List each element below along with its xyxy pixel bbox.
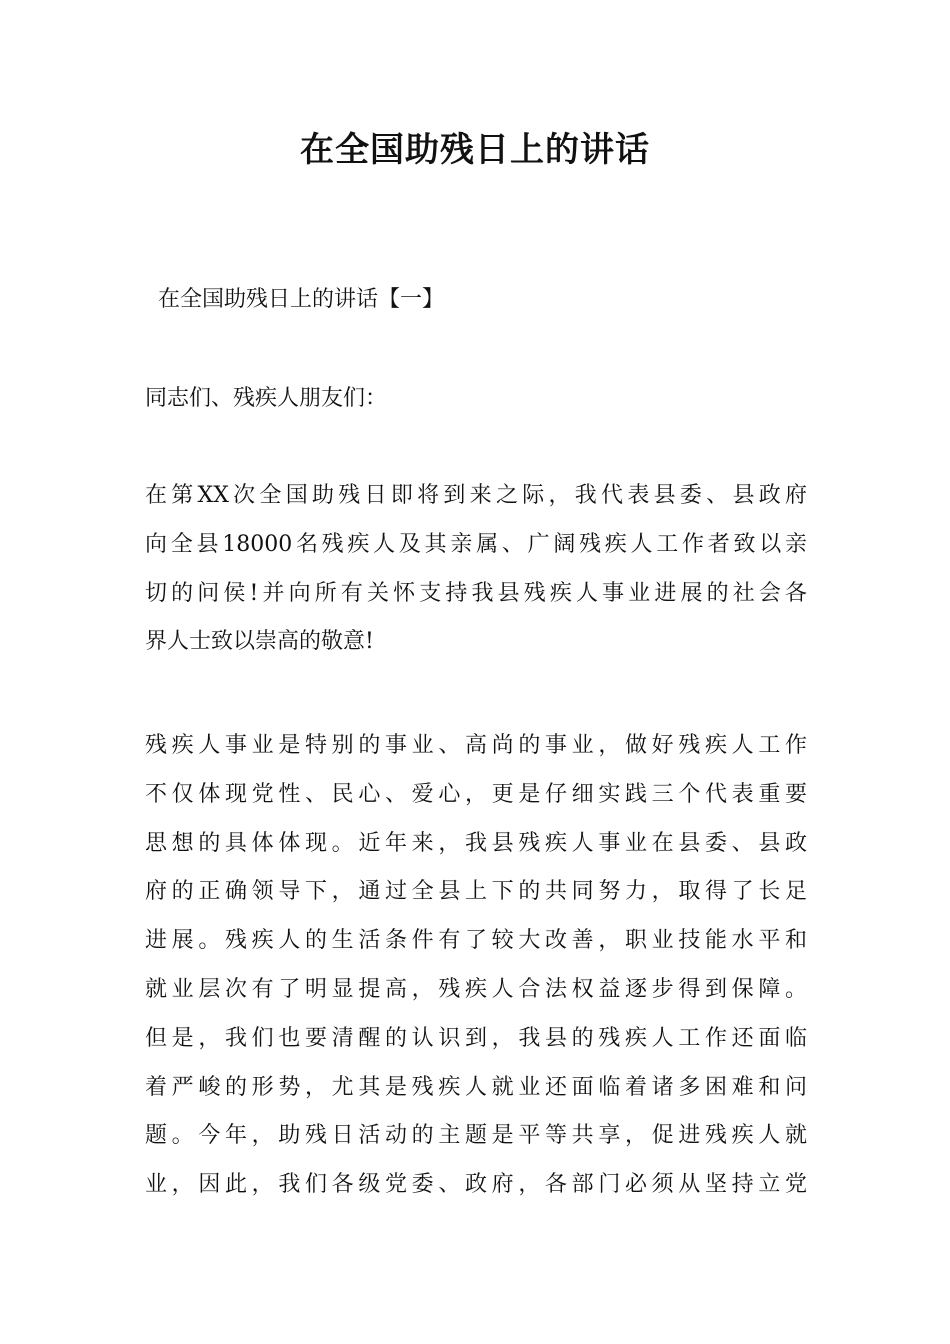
document-title: 在全国助残日上的讲话 xyxy=(300,130,650,170)
paragraph-line: 思想的具体体现。近年来，我县残疾人事业在县委、县政 xyxy=(145,830,807,856)
section-heading: 在全国助残日上的讲话【一】 xyxy=(158,287,445,312)
paragraph-line: 切的问侯!并向所有关怀支持我县残疾人事业进展的社会各 xyxy=(145,580,807,606)
salutation: 同志们、残疾人朋友们： xyxy=(145,386,388,411)
paragraph-line: 不仅体现党性、民心、爱心，更是仔细实践三个代表重要 xyxy=(145,781,807,807)
paragraph-line: 着严峻的形势，尤其是残疾人就业还面临着诸多困难和问 xyxy=(145,1074,807,1100)
paragraph-line: 界人士致以崇高的敬意! xyxy=(145,629,374,655)
paragraph-line: 在第XX次全国助残日即将到来之际，我代表县委、县政府 xyxy=(145,483,807,508)
paragraph-2 xyxy=(145,722,807,1210)
paragraph-line: 向全县18000名残疾人及其亲属、广阔残疾人工作者致以亲 xyxy=(145,531,807,557)
paragraph-line: 题。今年，助残日活动的主题是平等共享，促进残疾人就 xyxy=(145,1123,807,1149)
paragraph-line: 府的正确领导下，通过全县上下的共同努力，取得了长足 xyxy=(145,879,807,905)
paragraph-1 xyxy=(145,472,807,667)
paragraph-line: 进展。残疾人的生活条件有了较大改善，职业技能水平和 xyxy=(145,928,807,954)
paragraph-line: 但是，我们也要清醒的认识到，我县的残疾人工作还面临 xyxy=(145,1025,807,1051)
paragraph-line: 残疾人事业是特别的事业、高尚的事业，做好残疾人工作 xyxy=(145,733,807,758)
paragraph-line: 就业层次有了明显提高，残疾人合法权益逐步得到保障。 xyxy=(145,976,807,1002)
paragraph-line: 业，因此，我们各级党委、政府，各部门必须从坚持立党 xyxy=(145,1172,807,1198)
